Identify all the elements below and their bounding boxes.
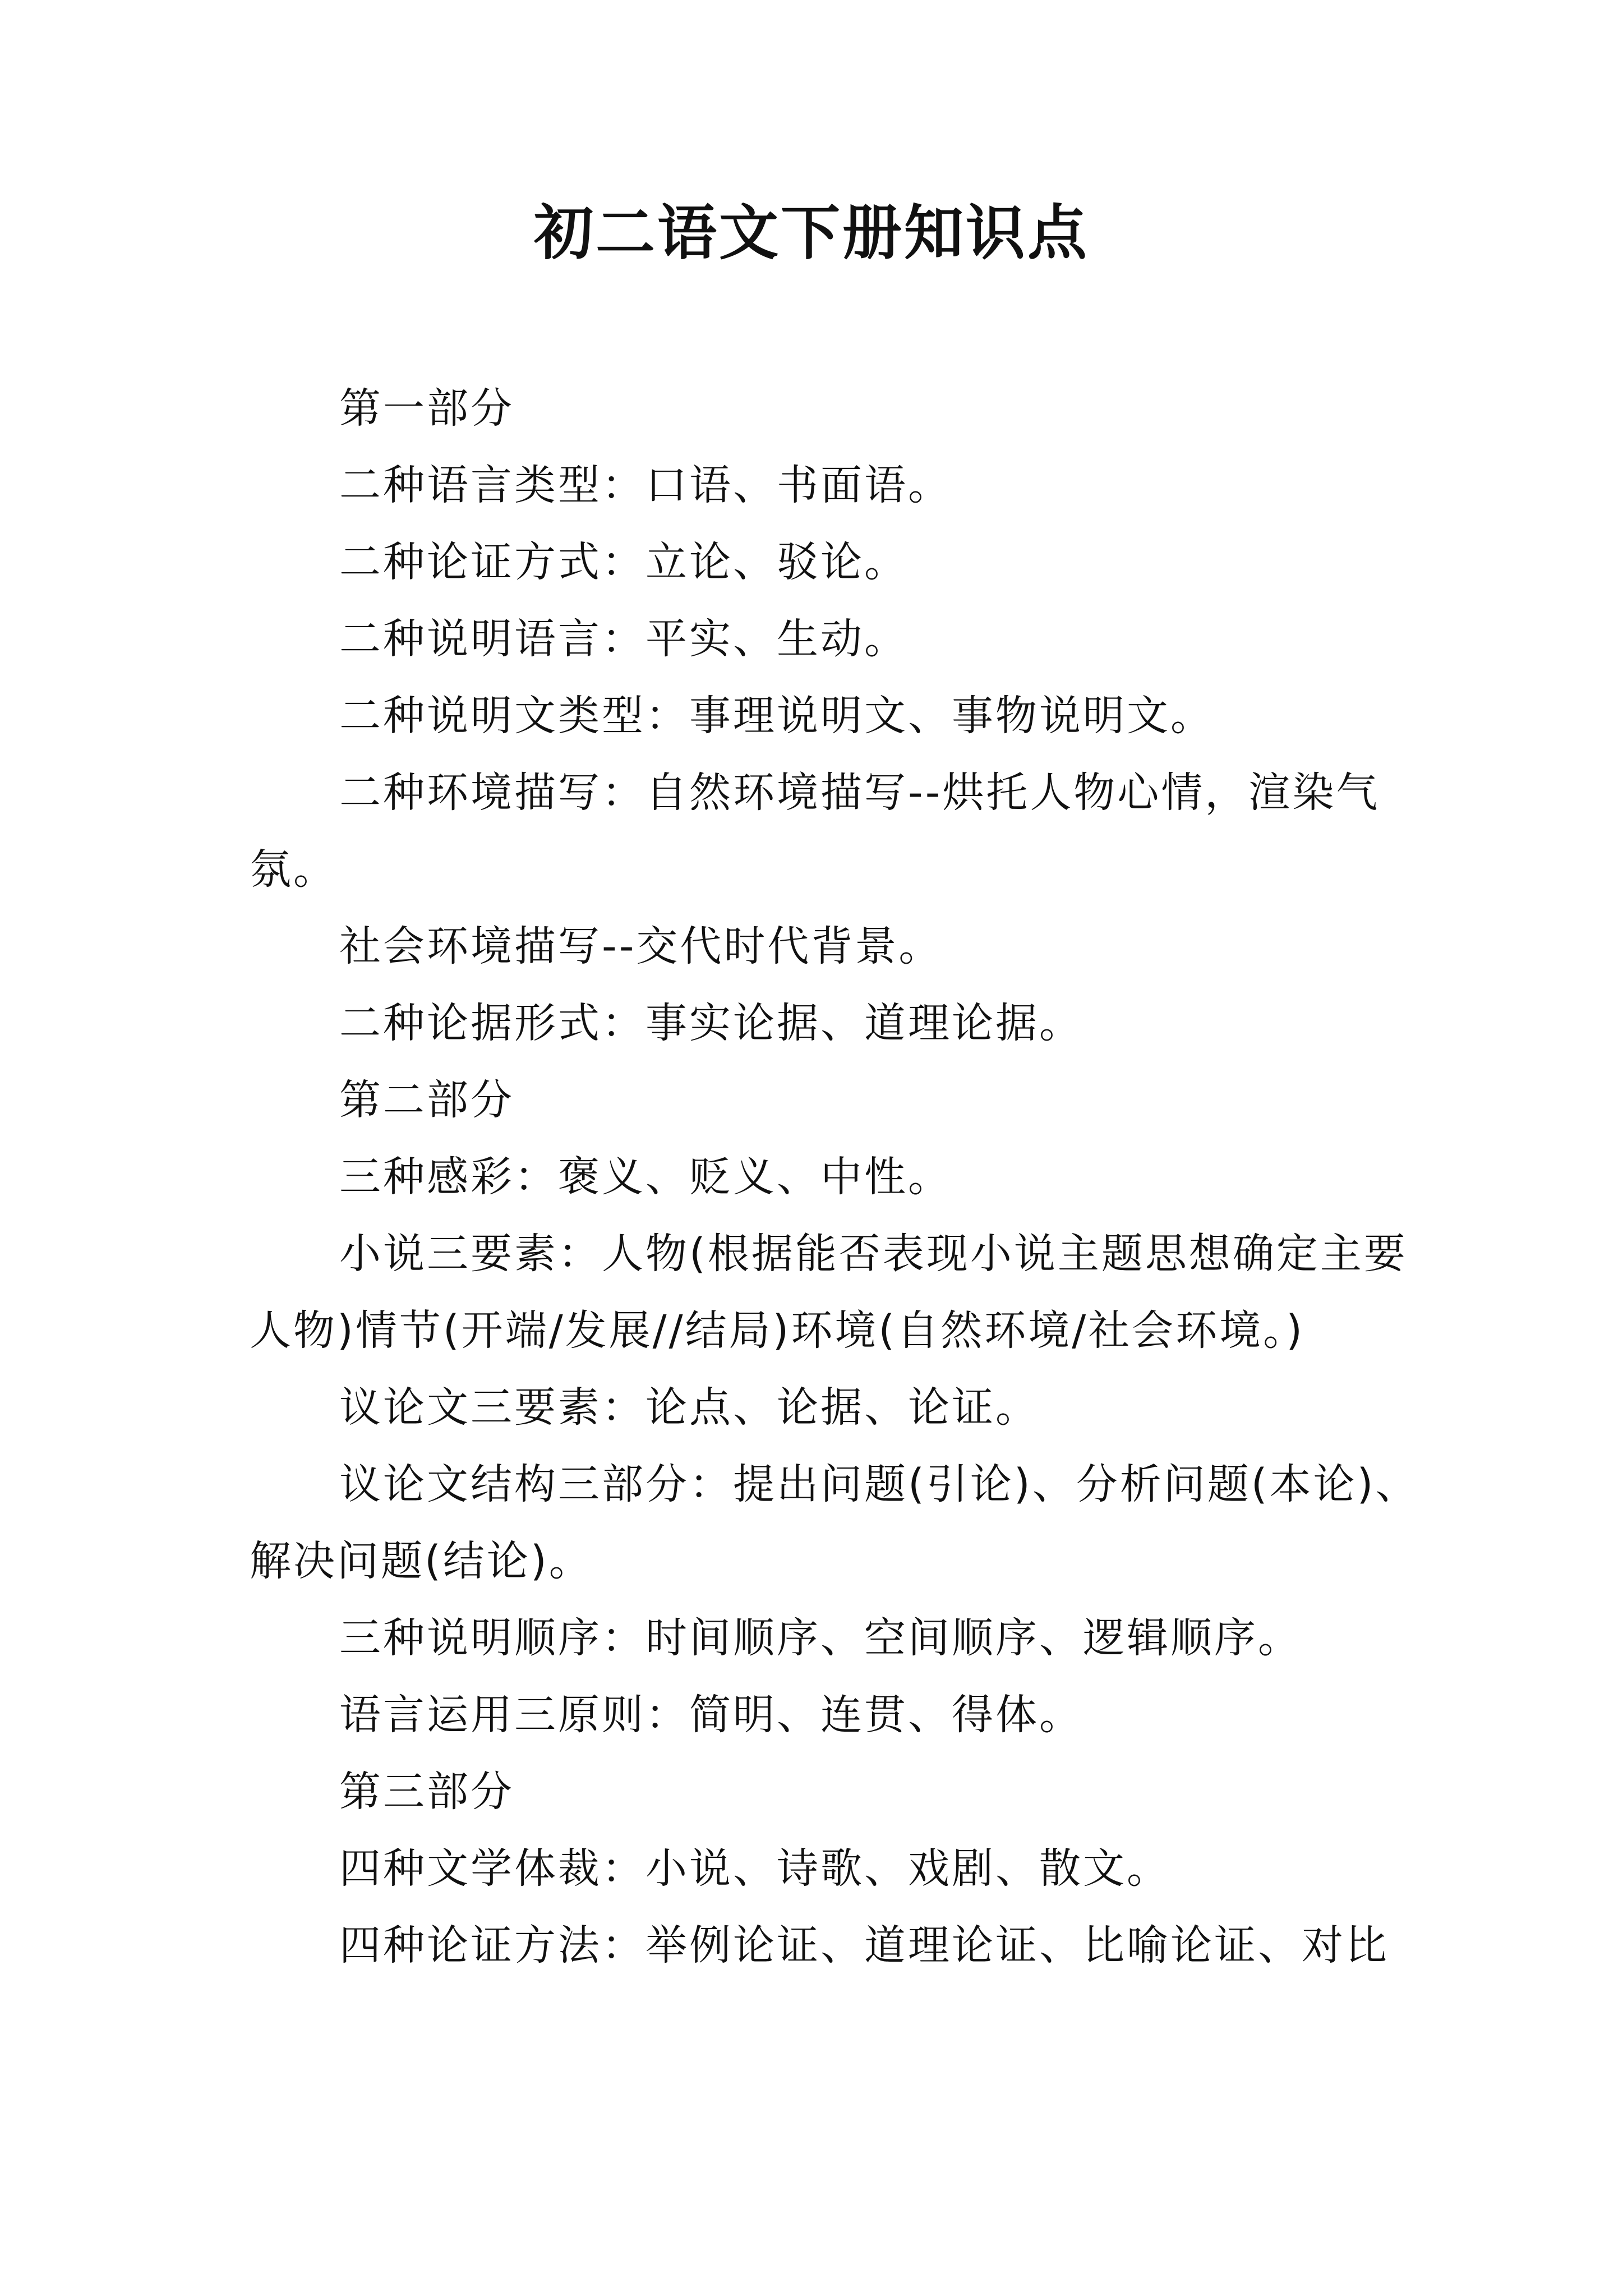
paragraph: 二种说明文类型：事理说明文、事物说明文。 <box>339 692 1214 740</box>
paragraph: 二种环境描写：自然环境描写--烘托人物心情，渲染气氛。 <box>250 769 1380 894</box>
paragraph: 二种说明语言：平实、生动。 <box>339 615 908 663</box>
paragraph: 四种论证方法：举例论证、道理论证、比喻论证、对比 <box>339 1921 1389 1970</box>
paragraph: 三种说明顺序：时间顺序、空间顺序、逻辑顺序。 <box>339 1614 1302 1662</box>
paragraph: 二种论据形式：事实论据、道理论据。 <box>339 999 1083 1047</box>
page-title: 初二语文下册知识点 <box>534 197 1089 268</box>
paragraph: 议论文三要素：论点、论据、论证。 <box>339 1383 1039 1432</box>
paragraph: 三种感彩：褒义、贬义、中性。 <box>339 1153 952 1201</box>
paragraph: 小说三要素：人物(根据能否表现小说主题思想确定主要人物)情节(开端/发展//结局)环境(自然环境/社会环境。) <box>250 1230 1408 1355</box>
document-body <box>250 370 1441 1984</box>
paragraph: 社会环境描写--交代时代背景。 <box>339 922 943 970</box>
paragraph: 二种论证方式：立论、驳论。 <box>339 538 908 586</box>
section-heading-2: 第二部分 <box>339 1076 514 1124</box>
section-heading-1: 第一部分 <box>339 384 514 432</box>
paragraph: 议论文结构三部分：提出问题(引论)、分析问题(本论)、解决问题(结论)。 <box>250 1460 1419 1585</box>
section-heading-3: 第三部分 <box>339 1768 514 1816</box>
paragraph: 四种文学体裁：小说、诗歌、戏剧、散文。 <box>339 1844 1170 1893</box>
paragraph: 语言运用三原则：简明、连贯、得体。 <box>339 1691 1083 1739</box>
paragraph: 二种语言类型：口语、书面语。 <box>339 461 952 509</box>
